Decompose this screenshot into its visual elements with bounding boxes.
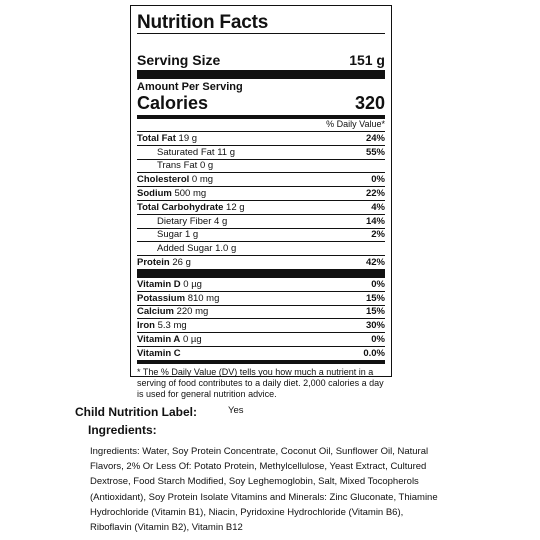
nutrient-pct: 42%: [365, 257, 385, 269]
micronutrient-row-calcium: [137, 305, 385, 319]
nutrient-name: Calcium: [137, 306, 174, 318]
nutrient-name: Trans Fat: [157, 160, 198, 172]
calories-label: Calories: [137, 93, 209, 113]
micronutrient-row-vitamin-c: [137, 346, 385, 360]
child-nutrition-label: Child Nutrition Label:: [75, 405, 197, 419]
nutrient-pct: 14%: [365, 215, 385, 227]
nutrient-amount: 810 mg: [187, 292, 220, 304]
nutrient-pct: 30%: [365, 320, 385, 332]
thick-divider: [137, 70, 385, 79]
micronutrient-row-potassium: [137, 291, 385, 305]
nutrient-row-dietary-fiber: [137, 214, 385, 228]
micronutrient-row-vitamin-d: [137, 278, 385, 291]
nutrient-amount: 1 g: [185, 229, 199, 241]
nutrient-amount: 220 mg: [176, 306, 209, 318]
nutrient-row-saturated-fat: [137, 145, 385, 159]
ingredients-title: Ingredients:: [88, 423, 157, 437]
nutrient-amount: 1.0 g: [215, 243, 237, 255]
serving-size-row: [137, 47, 385, 70]
nutrient-row-protein: [137, 255, 385, 269]
calories-value: 320: [354, 93, 385, 113]
nutrient-pct: 15%: [365, 292, 385, 304]
micronutrient-row-vitamin-a: [137, 332, 385, 346]
serving-size-label: Serving Size: [137, 52, 221, 68]
nutrient-pct: 24%: [365, 132, 385, 144]
nutrient-amount: 26 g: [172, 257, 191, 269]
nutrient-row-trans-fat: [137, 159, 385, 173]
daily-value-header: % Daily Value*: [326, 119, 385, 129]
nutrient-name: Added Sugar: [157, 243, 213, 255]
amount-per-serving: Amount Per Serving: [137, 81, 243, 93]
nutrient-name: Protein: [137, 257, 170, 269]
nutrient-pct: 2%: [371, 229, 385, 241]
nutrient-pct: 15%: [365, 306, 385, 318]
nutrient-name: Saturated Fat: [157, 146, 215, 158]
nutrient-name: Iron: [137, 320, 155, 332]
nutrient-amount: 0 µg: [183, 278, 202, 290]
divider: [137, 33, 385, 34]
nutrient-pct: 0%: [371, 334, 385, 346]
nutrient-name: Vitamin C: [137, 347, 181, 359]
nutrient-pct: 0%: [371, 278, 385, 290]
child-nutrition-value: Yes: [228, 405, 244, 416]
nutrient-row-total-carbohydrate: [137, 200, 385, 214]
nutrient-amount: 0 g: [199, 160, 214, 172]
nutrient-name: Cholesterol: [137, 174, 190, 186]
nutrient-name: Sodium: [137, 188, 172, 200]
nutrient-pct: 0.0%: [363, 347, 385, 359]
nutrient-row-added-sugar: [137, 241, 385, 255]
ingredients-text: Ingredients: Water, Soy Protein Concentrate, Coconut Oil, Sunflower Oil, Natural Flavors, 2% Or Less Of: Potato Protein, Methylcellulose, Yeast Extract, Cultured Dextrose, Food Starch Modified, Soy Leghemoglobin, Salt, Mixed Tocopherols (Antioxidant), Soy Protein Isolate Vitamins and Minerals: Zinc Gluconate, Thiamine Hydrochloride (Vitamin B1), Niacin, Pyridoxine Hydrochloride (Vitamin B6), Riboflavin (Vitamin B2), Vitamin B12: [90, 446, 438, 534]
nutrient-row-cholesterol: [137, 172, 385, 186]
nutrient-pct: 0%: [371, 174, 385, 186]
nutrient-name: Total Carbohydrate: [137, 201, 224, 213]
nutrient-pct: 55%: [365, 146, 385, 158]
nutrient-amount: 12 g: [226, 201, 245, 213]
nutrient-row-sodium: [137, 186, 385, 200]
nutrient-name: Sugar: [157, 229, 183, 241]
nutrient-name: Dietary Fiber: [157, 215, 212, 227]
nutrient-pct: 22%: [365, 188, 385, 200]
nutrient-row-total-fat: [137, 131, 385, 145]
medium-divider: [137, 360, 385, 364]
daily-value-footnote: * The % Daily Value (DV) tells you how much a nutrient in a serving of food contributes to a daily diet. 2,000 calories a day is used for general nutrition advice.: [137, 366, 384, 399]
nutrient-row-sugar: [137, 228, 385, 242]
nutrient-amount: 11 g: [217, 146, 235, 158]
nutrient-amount: 0 mg: [191, 174, 214, 186]
nutrient-pct: 4%: [371, 201, 385, 213]
nutrient-amount: 19 g: [178, 132, 198, 144]
nutrient-amount: 4 g: [214, 215, 228, 227]
serving-size-value: 151 g: [349, 52, 385, 68]
nutrient-name: Vitamin D: [137, 278, 181, 290]
nutrient-name: Potassium: [137, 292, 186, 304]
nutrient-amount: 0 µg: [182, 334, 202, 346]
nutrient-name: Total Fat: [137, 132, 176, 144]
micronutrient-row-iron: [137, 318, 385, 332]
nutrition-title: Nutrition Facts: [137, 12, 269, 33]
nutrient-amount: 500 mg: [174, 188, 207, 200]
nutrient-amount: 5.3 mg: [157, 320, 187, 332]
nutrition-facts-panel: [130, 5, 392, 399]
nutrient-name: Vitamin A: [137, 334, 181, 346]
calories-row: [137, 93, 385, 115]
thick-divider: [137, 269, 385, 278]
